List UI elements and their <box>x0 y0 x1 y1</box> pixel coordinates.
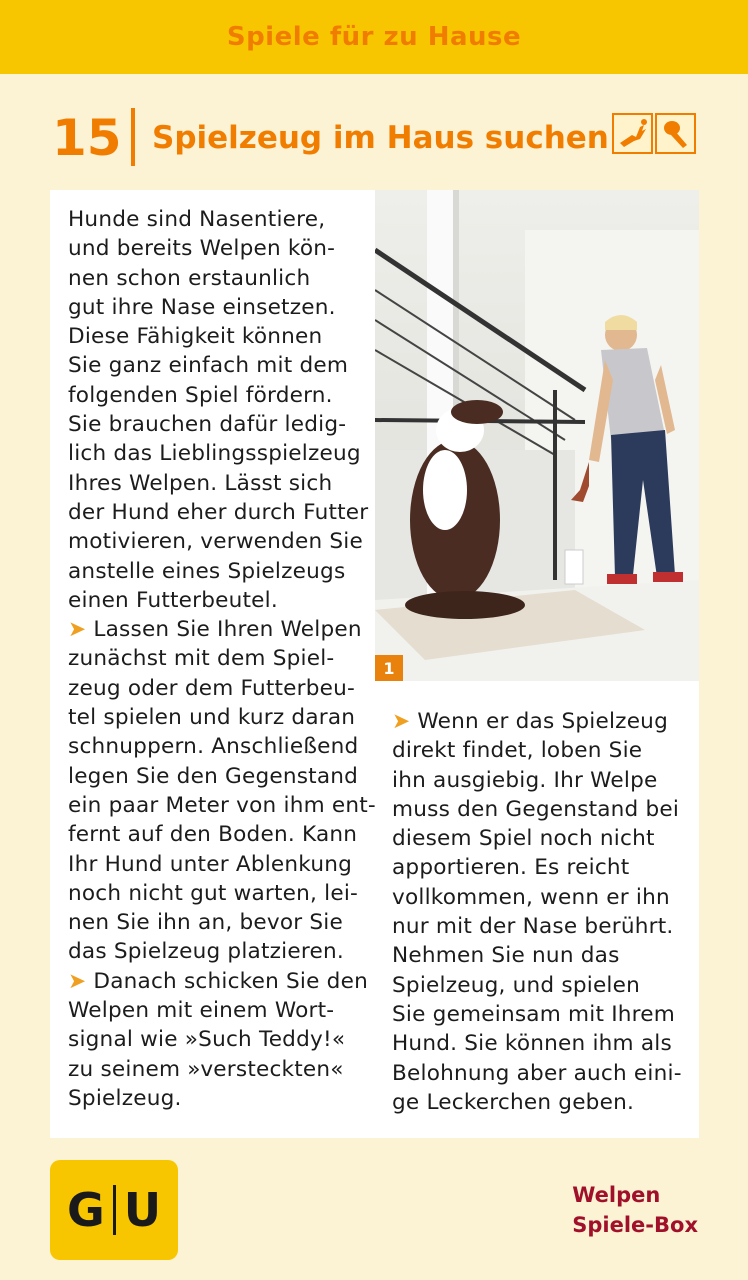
text-line <box>68 908 368 937</box>
text-line <box>392 736 692 765</box>
text-line <box>392 1029 692 1058</box>
text-line <box>68 1025 368 1054</box>
text-line-content: legen Sie den Gegenstand <box>68 763 359 789</box>
text-line-content: schnuppern. Anschließend <box>68 734 359 760</box>
text-line-content: direkt findet, loben Sie <box>392 738 643 764</box>
text-line-content: Danach schicken Sie den <box>93 968 368 994</box>
text-line-content: nen schon erstaunlich <box>68 265 311 291</box>
logo-divider <box>113 1185 116 1235</box>
text-line-content: das Spielzeug platzieren. <box>68 939 344 965</box>
text-line-content: Lassen Sie Ihren Welpen <box>93 617 362 643</box>
text-line-content: Spielzeug, und spielen <box>392 972 640 998</box>
dog-photo <box>375 190 699 681</box>
bullet-arrow-icon: ➤ <box>68 968 87 994</box>
text-line-content: lich das Lieblingsspielzeug <box>68 441 361 467</box>
text-column-left <box>68 205 376 1113</box>
text-line <box>392 824 692 853</box>
text-line-content: Sie gemeinsam mit Ihrem <box>392 1001 675 1027</box>
text-line-content: Hund. Sie können ihm als <box>392 1031 672 1057</box>
text-line <box>68 820 368 849</box>
product-brand <box>572 1180 698 1240</box>
text-line-content: einen Futterbeutel. <box>68 587 278 613</box>
text-line <box>68 850 368 879</box>
text-line <box>392 766 692 795</box>
text-line <box>68 937 368 966</box>
text-line <box>68 469 368 498</box>
text-line <box>68 586 368 615</box>
text-line <box>392 707 692 736</box>
text-line <box>68 791 376 820</box>
sniff-toy-icon <box>655 113 696 154</box>
text-line <box>392 1059 692 1088</box>
text-line <box>68 557 368 586</box>
text-line <box>392 883 692 912</box>
text-line <box>68 322 368 351</box>
category-title: Spiele für zu Hause <box>226 22 522 52</box>
logo-letter-u: U <box>123 1183 162 1237</box>
brand-line-2: Spiele-Box <box>572 1213 698 1237</box>
text-line <box>68 264 368 293</box>
text-line <box>392 941 692 970</box>
text-line-content: Welpen mit einem Wort- <box>68 998 335 1024</box>
text-line <box>392 912 692 941</box>
text-line-content: diesem Spiel noch nicht <box>392 826 655 852</box>
text-line-content: nur mit der Nase berührt. <box>392 914 674 940</box>
publisher-logo <box>50 1160 178 1260</box>
text-line-content: Wenn er das Spielzeug <box>417 709 668 734</box>
text-line-content: und bereits Welpen kön- <box>68 236 336 262</box>
text-line-content: Hunde sind Nasentiere, <box>68 207 326 232</box>
text-line <box>68 351 368 380</box>
text-line <box>392 1000 692 1029</box>
text-line <box>68 762 368 791</box>
text-line <box>68 967 368 996</box>
text-line <box>392 971 692 1000</box>
text-line <box>68 381 368 410</box>
photo-number-badge: 1 <box>375 655 403 681</box>
text-line <box>68 439 368 468</box>
title-divider <box>131 108 135 166</box>
text-line-content: apportieren. Es reicht <box>392 855 630 881</box>
bullet-arrow-icon: ➤ <box>392 709 411 734</box>
text-line <box>68 205 368 234</box>
text-line <box>392 1088 692 1117</box>
text-line-content: motivieren, verwenden Sie <box>68 529 363 555</box>
text-line <box>68 527 368 556</box>
text-line <box>68 879 368 908</box>
text-column-right <box>392 707 692 1117</box>
category-header <box>0 0 748 74</box>
text-line-content: gut ihre Nase einsetzen. <box>68 294 336 320</box>
text-line-content: muss den Gegenstand bei <box>392 796 680 822</box>
text-line-content: Sie ganz einfach mit dem <box>68 353 349 379</box>
text-line-content: fernt auf den Boden. Kann <box>68 822 358 848</box>
text-line-content: zeug oder dem Futterbeu- <box>68 675 356 701</box>
text-line <box>68 234 368 263</box>
text-line-content: zu seinem »versteckten« <box>68 1056 344 1082</box>
text-line <box>68 498 368 527</box>
text-line <box>68 703 368 732</box>
text-line <box>68 644 368 673</box>
text-line <box>68 1055 368 1084</box>
card-number: 15 <box>52 109 122 167</box>
text-line-content: Belohnung aber auch eini- <box>392 1060 682 1086</box>
text-line-content: Spielzeug. <box>68 1085 182 1111</box>
throw-toy-icon <box>612 113 653 154</box>
text-line-content: ihn ausgiebig. Ihr Welpe <box>392 767 658 793</box>
text-line <box>68 732 368 761</box>
text-line-content: Ihres Welpen. Lässt sich <box>68 470 333 496</box>
brand-line-1: Welpen <box>572 1183 661 1207</box>
logo-letter-g: G <box>66 1183 105 1237</box>
text-line <box>68 996 368 1025</box>
text-line-content: tel spielen und kurz daran <box>68 705 356 731</box>
text-line-content: folgenden Spiel fördern. <box>68 382 333 408</box>
text-line <box>392 853 692 882</box>
text-line-content: anstelle eines Spielzeugs <box>68 558 346 584</box>
text-line-content: zunächst mit dem Spiel- <box>68 646 335 672</box>
text-line <box>68 615 368 644</box>
text-line <box>68 1084 368 1113</box>
text-line-content: Ihr Hund unter Ablenkung <box>68 851 353 877</box>
text-line <box>392 795 692 824</box>
text-line-content: nen Sie ihn an, bevor Sie <box>68 910 343 936</box>
text-line-content: Sie brauchen dafür ledig- <box>68 412 347 438</box>
text-line-content: der Hund eher durch Futter <box>68 499 369 525</box>
bullet-arrow-icon: ➤ <box>68 617 87 643</box>
text-line-content: signal wie »Such Teddy!« <box>68 1027 346 1053</box>
text-line <box>68 293 368 322</box>
text-line-content: vollkommen, wenn er ihn <box>392 884 670 910</box>
text-line-content: noch nicht gut warten, lei- <box>68 880 359 906</box>
card-title: Spielzeug im Haus suchen <box>152 120 609 156</box>
activity-icons <box>612 113 696 154</box>
text-line-content: Diese Fähigkeit können <box>68 324 323 350</box>
text-line-content: Nehmen Sie nun das <box>392 943 620 969</box>
text-line <box>68 674 368 703</box>
text-line-content: ge Leckerchen geben. <box>392 1089 635 1115</box>
text-line <box>68 410 368 439</box>
text-line-content: ein paar Meter von ihm ent- <box>68 792 376 818</box>
